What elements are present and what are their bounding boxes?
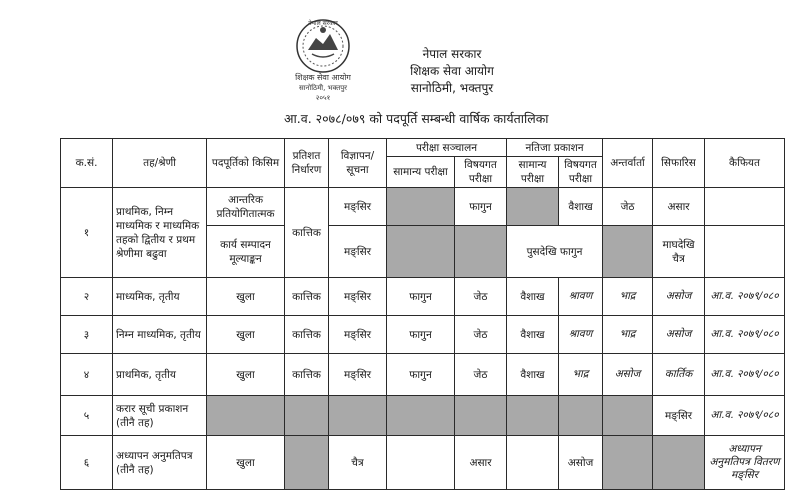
- row-remarks: अध्यापन अनुमतिपत्र वितरण मङ्सिर: [705, 436, 785, 490]
- empty-cell: [285, 436, 329, 490]
- empty-cell: [603, 436, 653, 490]
- empty-cell: [507, 436, 559, 490]
- row-method: आन्तरिक प्रतियोगितात्मक: [207, 188, 285, 226]
- table-row: [61, 188, 785, 226]
- empty-cell: [387, 396, 455, 436]
- row-general-result: वैशाख: [507, 354, 559, 396]
- row-sn: ४: [61, 354, 113, 396]
- row-interview: भाद्र: [603, 278, 653, 316]
- col-level: तह/श्रेणी: [113, 139, 207, 188]
- row-sn: १: [61, 188, 113, 278]
- row-interview: जेठ: [603, 188, 653, 226]
- row-sn: ३: [61, 316, 113, 354]
- schedule-table: [60, 138, 785, 490]
- row-subject-result: असोज: [559, 436, 603, 490]
- row-notice: चैत्र: [329, 436, 387, 490]
- empty-cell: [387, 226, 455, 278]
- svg-text:२०५१: २०५१: [315, 94, 331, 102]
- col-interview: अन्तर्वार्ता: [603, 139, 653, 188]
- row-ratio: कात्तिक: [285, 354, 329, 396]
- document-title: आ.व. २०७८/०७९ को पदपूर्ति सम्बन्धी वार्षिक कार्यतालिका: [284, 111, 549, 126]
- row-sn: ५: [61, 396, 113, 436]
- commission-name: शिक्षक सेवा आयोग: [410, 64, 494, 78]
- government-name: नेपाल सरकार: [422, 47, 482, 61]
- row-method: कार्य सम्पादन मूल्याङ्कन: [207, 226, 285, 278]
- row-subject-result: श्रावण: [559, 278, 603, 316]
- row-subject-exam: जेठ: [455, 278, 507, 316]
- col-sn: क.सं.: [61, 139, 113, 188]
- table-row: [61, 316, 785, 354]
- empty-cell: [603, 396, 653, 436]
- row-method: खुला: [207, 436, 285, 490]
- row-subject-result: भाद्र: [559, 354, 603, 396]
- row-subject-exam: असार: [455, 436, 507, 490]
- row-notice: मङ्सिर: [329, 278, 387, 316]
- row-subject-exam: जेठ: [455, 316, 507, 354]
- row-recommend: असोज: [653, 316, 705, 354]
- row-remarks: आ.व. २०७९/०८०: [705, 354, 785, 396]
- col-subject-exam: विषयगत परीक्षा: [455, 157, 507, 188]
- row-ratio: कात्तिक: [285, 188, 329, 278]
- empty-cell: [455, 226, 507, 278]
- empty-cell: [387, 188, 455, 226]
- row-ratio: कात्तिक: [285, 278, 329, 316]
- row-remarks: आ.व. २०७९/०८०: [705, 278, 785, 316]
- row-level: प्राथमिक, तृतीय: [113, 354, 207, 396]
- table-row: [61, 354, 785, 396]
- row-level: करार सूची प्रकाशन (तीनै तह): [113, 396, 207, 436]
- empty-cell: [507, 188, 559, 226]
- col-general-exam: सामान्य परीक्षा: [387, 157, 455, 188]
- row-recommend: असोज: [653, 278, 705, 316]
- row-ratio: कात्तिक: [285, 316, 329, 354]
- row-subject-exam: जेठ: [455, 354, 507, 396]
- row-interview: असोज: [603, 354, 653, 396]
- svg-text:शिक्षक सेवा आयोग: शिक्षक सेवा आयोग: [295, 73, 351, 82]
- row-notice: मङ्सिर: [329, 188, 387, 226]
- row-subject-result: वैशाख: [559, 188, 603, 226]
- empty-cell: [603, 226, 653, 278]
- row-remarks: [705, 226, 785, 278]
- row-method: खुला: [207, 278, 285, 316]
- row-level: अध्यापन अनुमतिपत्र (तीनै तह): [113, 436, 207, 490]
- row-interview: भाद्र: [603, 316, 653, 354]
- document-header: [0, 0, 800, 138]
- col-general-result: सामान्य परीक्षा: [507, 157, 559, 188]
- address: सानोठिमी, भक्तपुर: [410, 81, 494, 95]
- col-result: नतिजा प्रकाशन: [507, 139, 603, 157]
- empty-cell: [329, 396, 387, 436]
- svg-text:नेपाल सरकार: नेपाल सरकार: [308, 20, 338, 27]
- row-subject-exam: फागुन: [455, 188, 507, 226]
- col-subject-result: विषयगत परीक्षा: [559, 157, 603, 188]
- row-method: खुला: [207, 354, 285, 396]
- row-recommend: मङ्सिर: [653, 396, 705, 436]
- row-recommend: माघदेखि चैत्र: [653, 226, 705, 278]
- row-sn: ६: [61, 436, 113, 490]
- header-lines: [372, 46, 532, 97]
- empty-cell: [507, 396, 559, 436]
- row-general-exam: फागुन: [387, 316, 455, 354]
- empty-cell: [387, 436, 455, 490]
- svg-text:सानोठिमी, भक्तपुर: सानोठिमी, भक्तपुर: [298, 84, 348, 92]
- row-general-exam: फागुन: [387, 354, 455, 396]
- col-recommend: सिफारिस: [653, 139, 705, 188]
- empty-cell: [285, 396, 329, 436]
- row-level: निम्न माध्यमिक, तृतीय: [113, 316, 207, 354]
- row-method: खुला: [207, 316, 285, 354]
- col-notice: विज्ञापन/ सूचना: [329, 139, 387, 188]
- empty-cell: [559, 396, 603, 436]
- row-remarks: आ.व. २०७९/०८०: [705, 396, 785, 436]
- row-general-exam: फागुन: [387, 278, 455, 316]
- row-remarks: [705, 188, 785, 226]
- row-level: प्राथमिक, निम्न माध्यमिक र माध्यमिक तहको द्वितीय र प्रथम श्रेणीमा बढुवा: [113, 188, 207, 278]
- row-notice: मङ्सिर: [329, 354, 387, 396]
- row-general-result: वैशाख: [507, 278, 559, 316]
- header-row-1: [61, 139, 785, 157]
- row-remarks: आ.व. २०७९/०८०: [705, 316, 785, 354]
- row-sn: २: [61, 278, 113, 316]
- row-subject-result: श्रावण: [559, 316, 603, 354]
- empty-cell: [207, 396, 285, 436]
- col-method: पदपूर्तिको किसिम: [207, 139, 285, 188]
- table-row: [61, 436, 785, 490]
- row-level: माध्यमिक, तृतीय: [113, 278, 207, 316]
- commission-seal-icon: [286, 16, 360, 104]
- row-general-result: वैशाख: [507, 316, 559, 354]
- table-row: [61, 396, 785, 436]
- row-recommend: असार: [653, 188, 705, 226]
- col-ratio: प्रतिशत निर्धारण: [285, 139, 329, 188]
- col-exam: परीक्षा सञ्चालन: [387, 139, 507, 157]
- col-remarks: कैफियत: [705, 139, 785, 188]
- row-recommend: कार्तिक: [653, 354, 705, 396]
- empty-cell: [653, 436, 705, 490]
- row-notice: मङ्सिर: [329, 316, 387, 354]
- row-notice: मङ्सिर: [329, 226, 387, 278]
- row-result: पुसदेखि फागुन: [507, 226, 603, 278]
- table-row: [61, 278, 785, 316]
- empty-cell: [455, 396, 507, 436]
